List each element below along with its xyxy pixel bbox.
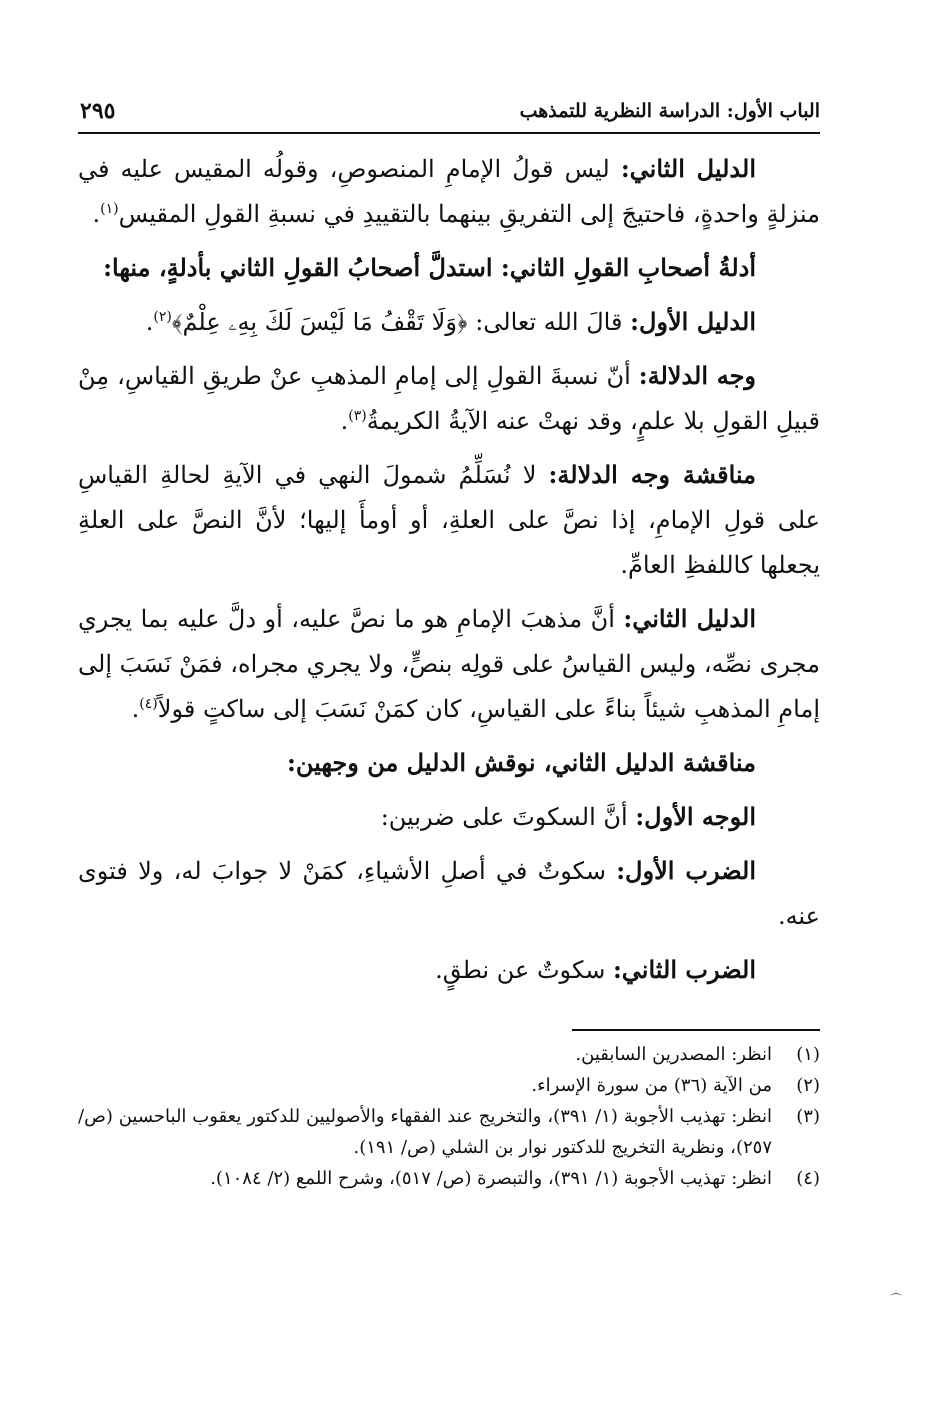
footnote-divider	[572, 1029, 820, 1031]
footnote-ref: (٢)	[153, 309, 172, 325]
quran-verse: ﴿وَلَا تَقْفُ مَا لَيْسَ لَكَ بِهِۦ عِلْمٌ﴾	[171, 308, 468, 336]
margin-mark	[890, 1293, 902, 1302]
paragraph-tail: .	[92, 200, 101, 228]
paragraph-proof-one	[78, 299, 820, 345]
footnote-text: من الآية (٣٦) من سورة الإسراء.	[531, 1075, 772, 1096]
book-page	[78, 96, 820, 1194]
paragraph-text: لا نُسَلِّمُ شمولَ النهي في الآيةِ لحالةِ القياسِ على قولِ الإمامِ، إذا نصَّ على العلةِ، أو أومأَ إليها؛ لأنَّ النصَّ على العلةِ يجعلها كاللفظِ العامِّ.	[78, 461, 820, 579]
paragraph-text: أنَّ السكوتَ على ضربين:	[380, 803, 636, 831]
page-header	[78, 96, 820, 134]
paragraph-heading: وجه الدلالة:	[638, 361, 757, 390]
footnotes	[78, 1039, 820, 1194]
footnote-ref: (٤)	[139, 696, 158, 712]
paragraph-tail: .	[131, 695, 140, 723]
paragraph-heading: مناقشة وجه الدلالة:	[548, 460, 757, 489]
footnote-ref: (١)	[100, 201, 119, 217]
running-title: الباب الأول: الدراسة النظرية للتمذهب	[519, 100, 820, 122]
paragraph-second-opinion-proofs	[78, 245, 820, 291]
footnote-number: (١)	[796, 1044, 820, 1065]
paragraph-tail: .	[145, 308, 154, 336]
footnote	[78, 1101, 820, 1163]
paragraph-heading: الدليل الأول:	[630, 307, 756, 336]
paragraph-heading: الوجه الأول:	[635, 802, 756, 831]
paragraph-text: أنَّ مذهبَ الإمامِ هو ما نصَّ عليه، أو دلَّ عليه بما يجري مجرى نصِّه، وليس القياسُ على قولِه بنصٍّ، ولا يجري مجراه، فمَنْ نَسَبَ إلى إمامِ المذهبِ شيئاً بناءً على القياسِ، كان كمَنْ نَسَبَ إلى ساكتٍ قولاً	[78, 605, 820, 723]
paragraph-type-two	[78, 947, 820, 993]
footnote-number: (٢)	[796, 1075, 820, 1096]
footnote	[78, 1163, 820, 1194]
paragraph-aspect-one	[78, 794, 820, 840]
paragraph-type-one	[78, 848, 820, 939]
paragraph-evidence-discussion	[78, 452, 820, 588]
paragraph-heading: الضرب الثاني:	[612, 955, 756, 984]
footnote	[78, 1070, 820, 1101]
footnote-text: انظر: المصدرين السابقين.	[575, 1044, 772, 1065]
paragraph-text: أنّ نسبةَ القولِ إلى إمامِ المذهبِ عنْ طريقِ القياسِ، مِنْ قبيلِ القولِ بلا علمٍ، وقد نهتْ عنه الآيةُ الكريمةُ	[78, 362, 820, 435]
footnote	[78, 1039, 820, 1070]
paragraph-heading: مناقشة الدليل الثاني، نوقش الدليل من وجهين:	[286, 748, 756, 777]
footnote-number: (٤)	[796, 1168, 820, 1189]
paragraph-proof-two-b	[78, 596, 820, 732]
paragraph-proof-two-discussion	[78, 740, 820, 786]
footnote-text: انظر: تهذيب الأجوبة (١/ ٣٩١)، والتبصرة (ص/ ٥١٧)، وشرح اللمع (٢/ ١٠٨٤).	[210, 1168, 772, 1189]
paragraph-heading: الدليل الثاني:	[620, 154, 756, 183]
page-number: ٢٩٥	[80, 98, 116, 124]
footnote-number: (٣)	[796, 1106, 820, 1127]
paragraph-evidence-aspect	[78, 353, 820, 444]
paragraph-tail: .	[340, 407, 349, 435]
paragraph-proof-two	[78, 146, 820, 237]
paragraph-heading: الضرب الأول:	[616, 856, 757, 885]
paragraph-heading: أدلةُ أصحابِ القولِ الثاني:	[500, 253, 756, 282]
main-text	[78, 146, 820, 993]
paragraph-heading: الدليل الثاني:	[623, 604, 756, 633]
paragraph-text: ليس قولُ الإمامِ المنصوصِ، وقولُه المقيس عليه في منزلةٍ واحدةٍ، فاحتيجَ إلى التفريقِ بينهما بالتقييدِ في نسبةِ القولِ المقيس	[78, 155, 820, 228]
footnote-ref: (٣)	[348, 408, 367, 424]
paragraph-text: استدلَّ أصحابُ القولِ الثاني بأدلةٍ، منها:	[103, 253, 501, 282]
paragraph-text: سكوتٌ في أصلِ الأشياءِ، كمَنْ لا جوابَ له، ولا فتوى عنه.	[78, 857, 820, 930]
paragraph-text: سكوتٌ عن نطقٍ.	[435, 956, 613, 984]
footnote-text: انظر: تهذيب الأجوبة (١/ ٣٩١)، والتخريج عند الفقهاء والأصوليين للدكتور يعقوب الباحسين (ص/ ٢٥٧)، ونظرية التخريج للدكتور نوار بن الشلي (ص/ ١٩١).	[78, 1106, 772, 1158]
paragraph-text: قالَ الله تعالى:	[467, 308, 631, 336]
